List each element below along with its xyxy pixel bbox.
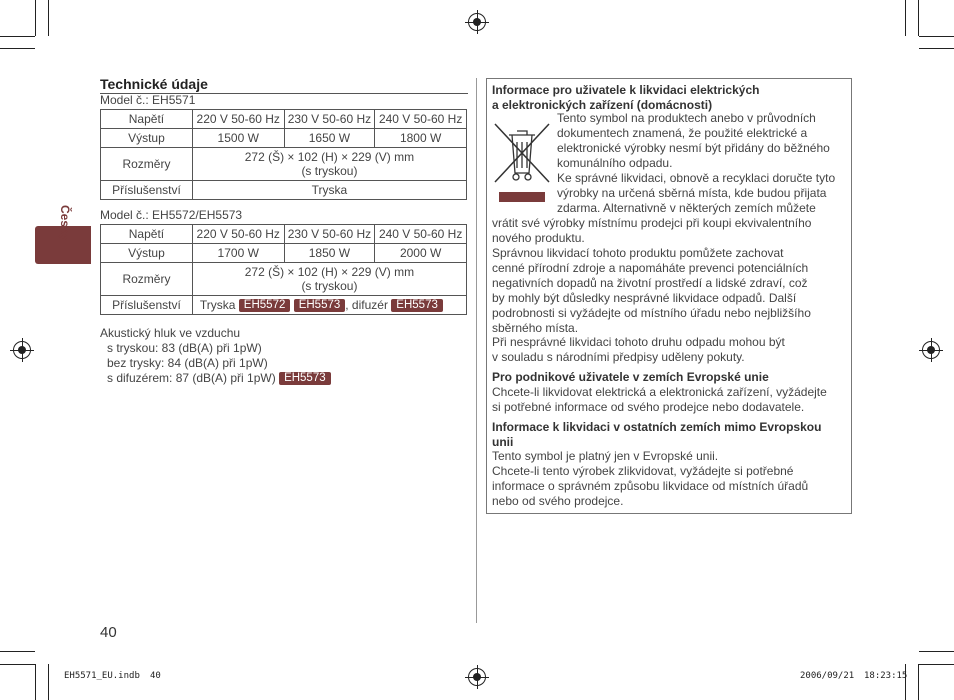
crop-mark — [919, 651, 954, 652]
section-heading: Technické údaje — [100, 76, 208, 92]
body-line: nového produktu. — [492, 231, 585, 245]
accessory-diffuser: , difuzér — [345, 298, 388, 312]
spec-table-eh5571 — [100, 109, 467, 200]
crop-mark — [905, 664, 906, 700]
footer-time: 18:23:15 — [864, 671, 908, 681]
table-row — [101, 296, 467, 315]
subheading: unii — [492, 435, 514, 449]
body-line: informace o správném způsobu likvidace od místních úřadů — [492, 479, 809, 493]
noise-title: Akustický hluk ve vzduchu — [100, 326, 241, 340]
body-line: komunálního odpadu. — [557, 156, 673, 170]
noise-line — [107, 371, 331, 385]
language-label: Česky — [58, 205, 72, 241]
table-row — [101, 244, 467, 263]
column-divider — [476, 78, 477, 623]
table-cell — [192, 263, 466, 296]
noise-line-text: s difuzérem: 87 (dB(A) při 1pW) — [107, 371, 276, 385]
body-line: podrobnosti si vyžádejte od místního úřadu nebo nejbližšího — [492, 306, 811, 320]
crop-mark — [918, 664, 919, 700]
footer-file: EH5571_EU.indb — [64, 671, 140, 681]
subheading: Informace k likvidaci v ostatních zemích mimo Evropskou — [492, 420, 822, 434]
row-head: Napětí — [101, 110, 193, 129]
body-line: Ke správné likvidaci, obnově a recyklaci doručte tyto — [557, 171, 836, 185]
body-line: dokumentech znamená, že použité elektrické a — [557, 126, 808, 140]
dimensions-note: (s tryskou) — [301, 164, 358, 178]
body-line: v souladu s národními předpisy uděleny pokuty. — [492, 350, 745, 364]
crop-mark — [0, 651, 35, 652]
body-line: zdarma. Alternativně v některých zemích můžete — [557, 201, 816, 215]
model-tag: EH5573 — [391, 299, 443, 312]
table-cell: 1650 W — [284, 129, 375, 148]
body-line: Tento symbol na produktech anebo v průvodních — [557, 111, 816, 125]
table-row — [101, 225, 467, 244]
body-line: Chcete-li tento výrobek zlikvidovat, vyžádejte si potřebné — [492, 464, 794, 478]
body-line: elektronické výrobky nesmí být přidány do běžného — [557, 141, 830, 155]
body-line: výrobky na určená sběrná místa, kde budou přijata — [557, 186, 827, 200]
page-number: 40 — [100, 624, 117, 641]
table-cell: 1800 W — [375, 129, 467, 148]
table-cell: 240 V 50-60 Hz — [375, 225, 467, 244]
table-cell: 220 V 50-60 Hz — [192, 225, 284, 244]
table-cell: Tryska — [192, 181, 466, 200]
table-cell — [192, 296, 466, 315]
table-cell: 1700 W — [192, 244, 284, 263]
body-line: Tento symbol je platný jen v Evropské unii. — [492, 449, 719, 463]
table-cell: 230 V 50-60 Hz — [284, 110, 375, 129]
table-cell: 220 V 50-60 Hz — [192, 110, 284, 129]
table-row — [101, 148, 467, 181]
body-line: si potřebné informace od svého prodejce nebo dodavatele. — [492, 400, 805, 414]
dimensions-line: 272 (Š) × 102 (H) × 229 (V) mm — [244, 265, 415, 279]
registration-mark-icon — [13, 341, 31, 359]
row-head: Rozměry — [101, 148, 193, 181]
registration-mark-icon — [468, 668, 486, 686]
crop-mark — [919, 48, 954, 49]
crop-mark — [48, 664, 49, 700]
model-label: Model č.: EH5572/EH5573 — [100, 208, 243, 222]
body-line: cenné přírodní zdroje a napomáháte prevenci potenciálních — [492, 261, 809, 275]
table-cell: 2000 W — [375, 244, 467, 263]
row-head: Příslušenství — [101, 296, 193, 315]
table-row — [101, 263, 467, 296]
row-head: Napětí — [101, 225, 193, 244]
box-title: a elektronických zařízení (domácnosti) — [492, 98, 713, 112]
crop-mark — [905, 0, 906, 36]
noise-line: bez trysky: 84 (dB(A) při 1pW) — [107, 356, 268, 370]
body-line: negativních dopadů na životní prostředí a lidské zdraví, což — [492, 276, 808, 290]
model-label: Model č.: EH5571 — [100, 93, 196, 107]
footer-date: 2006/09/21 — [800, 671, 855, 681]
body-line: Při nesprávné likvidaci tohoto druhu odpadu mohou být — [492, 335, 785, 349]
model-tag: EH5572 — [239, 299, 291, 312]
table-row — [101, 110, 467, 129]
crop-mark — [0, 664, 35, 665]
row-head: Výstup — [101, 244, 193, 263]
model-tag: EH5573 — [294, 299, 346, 312]
table-row — [101, 129, 467, 148]
noise-line: s tryskou: 83 (dB(A) při 1pW) — [107, 341, 262, 355]
table-cell: 1500 W — [192, 129, 284, 148]
body-line: Správnou likvidací tohoto produktu pomůžete zachovat — [492, 246, 784, 260]
table-row — [101, 181, 467, 200]
crop-mark — [918, 0, 919, 36]
table-cell: 240 V 50-60 Hz — [375, 110, 467, 129]
body-line: vrátit své výrobky místnímu prodejci při koupi ekvivalentního — [492, 216, 812, 230]
crop-mark — [35, 0, 36, 36]
footer-page: 40 — [150, 671, 161, 681]
table-cell — [192, 148, 466, 181]
body-line: sběrného místa. — [492, 321, 579, 335]
body-line: Chcete-li likvidovat elektrická a elektronická zařízení, vyžádejte — [492, 385, 827, 399]
registration-mark-icon — [922, 341, 940, 359]
row-head: Výstup — [101, 129, 193, 148]
dimensions-note: (s tryskou) — [301, 279, 358, 293]
row-head: Rozměry — [101, 263, 193, 296]
body-line: by mohly být důsledky nesprávné likvidace odpadů. Další — [492, 291, 797, 305]
dimensions-line: 272 (Š) × 102 (H) × 229 (V) mm — [244, 150, 415, 164]
registration-mark-icon — [468, 13, 486, 31]
row-head: Příslušenství — [101, 181, 193, 200]
box-title: Informace pro uživatele k likvidaci elektrických — [492, 83, 760, 97]
crop-mark — [919, 664, 954, 665]
crop-mark — [35, 664, 36, 700]
subheading: Pro podnikové uživatele v zemích Evropské unie — [492, 370, 769, 384]
table-cell: 1850 W — [284, 244, 375, 263]
crop-mark — [0, 36, 35, 37]
accessory-nozzle: Tryska — [199, 298, 236, 312]
crossed-bin-icon — [493, 120, 551, 206]
body-line: nebo od svého prodejce. — [492, 494, 624, 508]
table-cell: 230 V 50-60 Hz — [284, 225, 375, 244]
spec-table-eh5572-eh5573 — [100, 224, 467, 315]
model-tag: EH5573 — [279, 372, 331, 385]
crop-mark — [919, 36, 954, 37]
crop-mark — [48, 0, 49, 36]
crop-mark — [0, 48, 35, 49]
